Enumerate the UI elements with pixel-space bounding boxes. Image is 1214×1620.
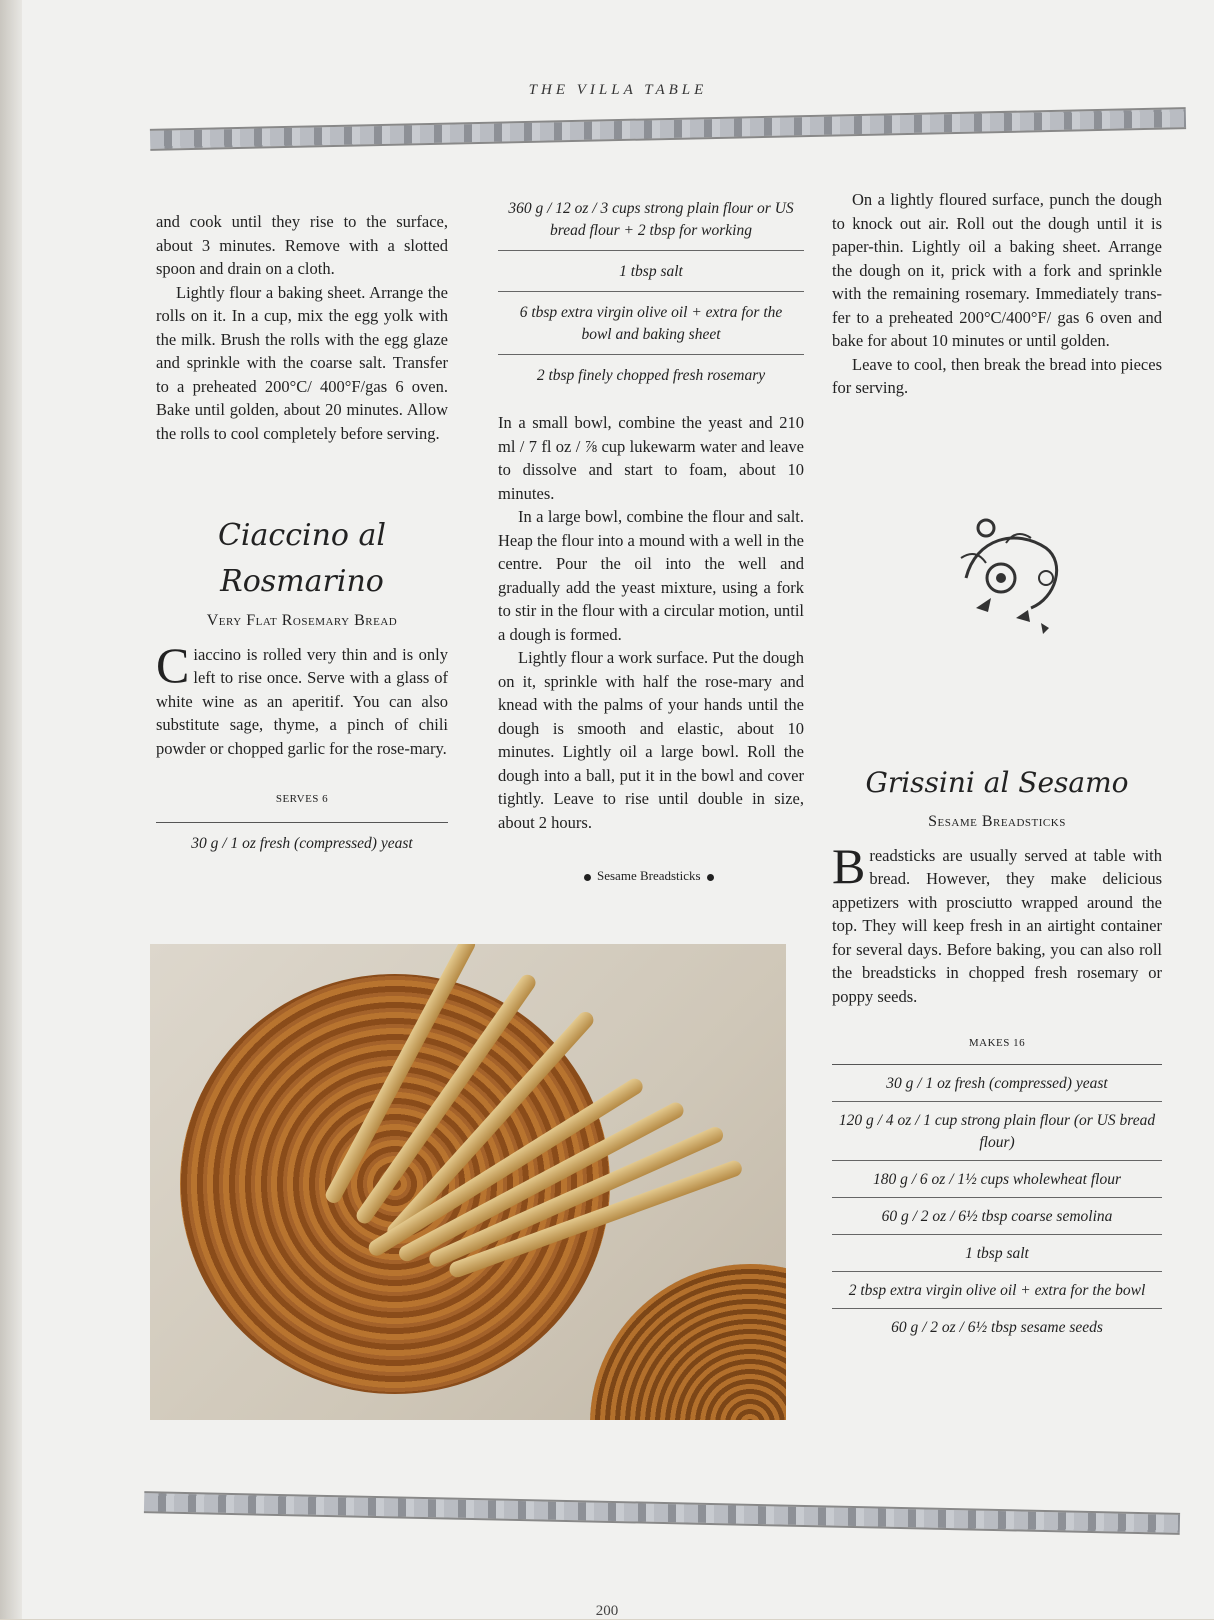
ingredient-line: 30 g / 1 oz fresh (compressed) yeast	[832, 1065, 1162, 1102]
book-page	[22, 0, 1214, 1619]
recipe-intro-text: iaccino is rolled very thin and is only left to rise once. Serve with a glass of white wine as an aperitif. You can also substitute sage, thyme, a pinch of chili powder or chopped garlic for the rose-mary.	[156, 644, 448, 758]
basket-second	[590, 1264, 786, 1420]
paragraph: Leave to cool, then break the bread into pieces for serving.	[832, 354, 1162, 397]
recipe-subtitle: Sesame Breadsticks	[928, 813, 1066, 830]
ingredient-line: 180 g / 6 oz / 1½ cups wholewheat flour	[832, 1161, 1162, 1198]
photo-caption	[578, 868, 720, 884]
ingredient-line: 360 g / 12 oz / 3 cups strong plain flour or US bread flour + 2 tbsp for working	[498, 188, 804, 251]
ingredient-line: 120 g / 4 oz / 1 cup strong plain flour (or US bread flour)	[832, 1102, 1162, 1161]
column-right	[832, 188, 1162, 400]
recipe-intro	[156, 636, 448, 761]
recipe-subtitle: Very Flat Rosemary Bread	[206, 612, 398, 629]
paragraph: Lightly flour a work surface. Put the dough on it, sprinkle with half the rose-mary and knead with the palms of your hands until the dough is smooth and elastic, about 10 minutes. Lightly oil a large bowl. Roll the dough into a ball, put it in the bowl and cover tightly. Leave to rise until double in size, about 2 hours.	[498, 648, 804, 832]
ingredient-line: 1 tbsp salt	[832, 1235, 1162, 1272]
paragraph: and cook until they rise to the surface, about 3 minutes. Remove with a slotted spoon and drain on a cloth.	[156, 212, 448, 278]
recipe-block-right	[832, 760, 1162, 1345]
recipe-title-line: Ciaccino al	[217, 518, 387, 553]
ingredient-line: 2 tbsp finely chopped fresh rosemary	[536, 367, 766, 384]
recipe-yield: MAKES 16	[968, 1037, 1026, 1049]
caption-text: Sesame Breadsticks	[597, 868, 701, 883]
page-number: 200	[595, 1603, 619, 1619]
ingredient-line: 60 g / 2 oz / 6½ tbsp coarse semolina	[832, 1198, 1162, 1235]
recipe-yield: SERVES 6	[275, 793, 329, 805]
ingredient-line: 30 g / 1 oz fresh (compressed) yeast	[191, 834, 413, 852]
ingredient-line: 60 g / 2 oz / 6½ tbsp sesame seeds	[891, 1318, 1103, 1336]
recipe-title-line: Rosmarino	[220, 564, 384, 599]
ingredient-line: 2 tbsp extra virgin olive oil + extra for the bowl	[832, 1272, 1162, 1309]
breadsticks-photo	[150, 944, 786, 1420]
drop-cap: B	[832, 837, 866, 894]
ingredient-line: 1 tbsp salt	[498, 251, 804, 292]
paragraph: Lightly flour a baking sheet. Arrange the rolls on it. In a cup, mix the egg yolk with the milk. Brush the rolls with the egg glaze and sprinkle with the coarse salt. Transfer to a preheated 200°C/ 400°F/gas 6 oven. Bake until golden, about 20 minutes. Allow the rolls to cool completely before serving.	[156, 282, 448, 443]
paragraph: In a large bowl, combine the flour and salt. Heap the flour into a mound with a well in the centre. Pour the oil into the well and gradually add the yeast mixture, using a fork to stir in the flour with a circular motion, until a dough is formed.	[498, 507, 804, 644]
column-middle	[498, 188, 804, 834]
page-edge	[0, 0, 22, 1619]
running-header: THE VILLA TABLE	[528, 82, 708, 98]
recipe-intro-text: readsticks are usually served at table with bread. However, they make delicious appetizers with prosciutto wrapped around the top. They will keep fresh in an airtight container for several days. Before baking, you can also roll the breadsticks in chopped fresh rosemary or poppy seeds.	[832, 845, 1162, 1006]
ingredient-line: 6 tbsp extra virgin olive oil + extra for the bowl and baking sheet	[498, 292, 804, 355]
decorative-band-bottom	[144, 1491, 1180, 1535]
recipe-title: Grissini al Sesamo	[865, 766, 1129, 799]
column-left	[156, 210, 448, 863]
decorative-band-top	[150, 107, 1186, 151]
paragraph: In a small bowl, combine the yeast and 210 ml / 7 fl oz / ⅞ cup lukewarm water and leave to dissolve and start to foam, about 10 minutes.	[498, 413, 804, 503]
floral-ornament-icon	[946, 508, 1076, 638]
recipe-intro	[832, 837, 1162, 1009]
paragraph: On a lightly floured surface, punch the dough to knock out air. Roll out the dough until it is paper-thin. Lightly oil a baking sheet. Arrange the dough on it, prick with a fork and sprinkle with the remaining rosemary. Immediately trans-fer to a preheated 200°C/400°F/ gas 6 oven and bake for about 10 minutes or until golden.	[832, 190, 1162, 350]
drop-cap: C	[156, 636, 190, 693]
